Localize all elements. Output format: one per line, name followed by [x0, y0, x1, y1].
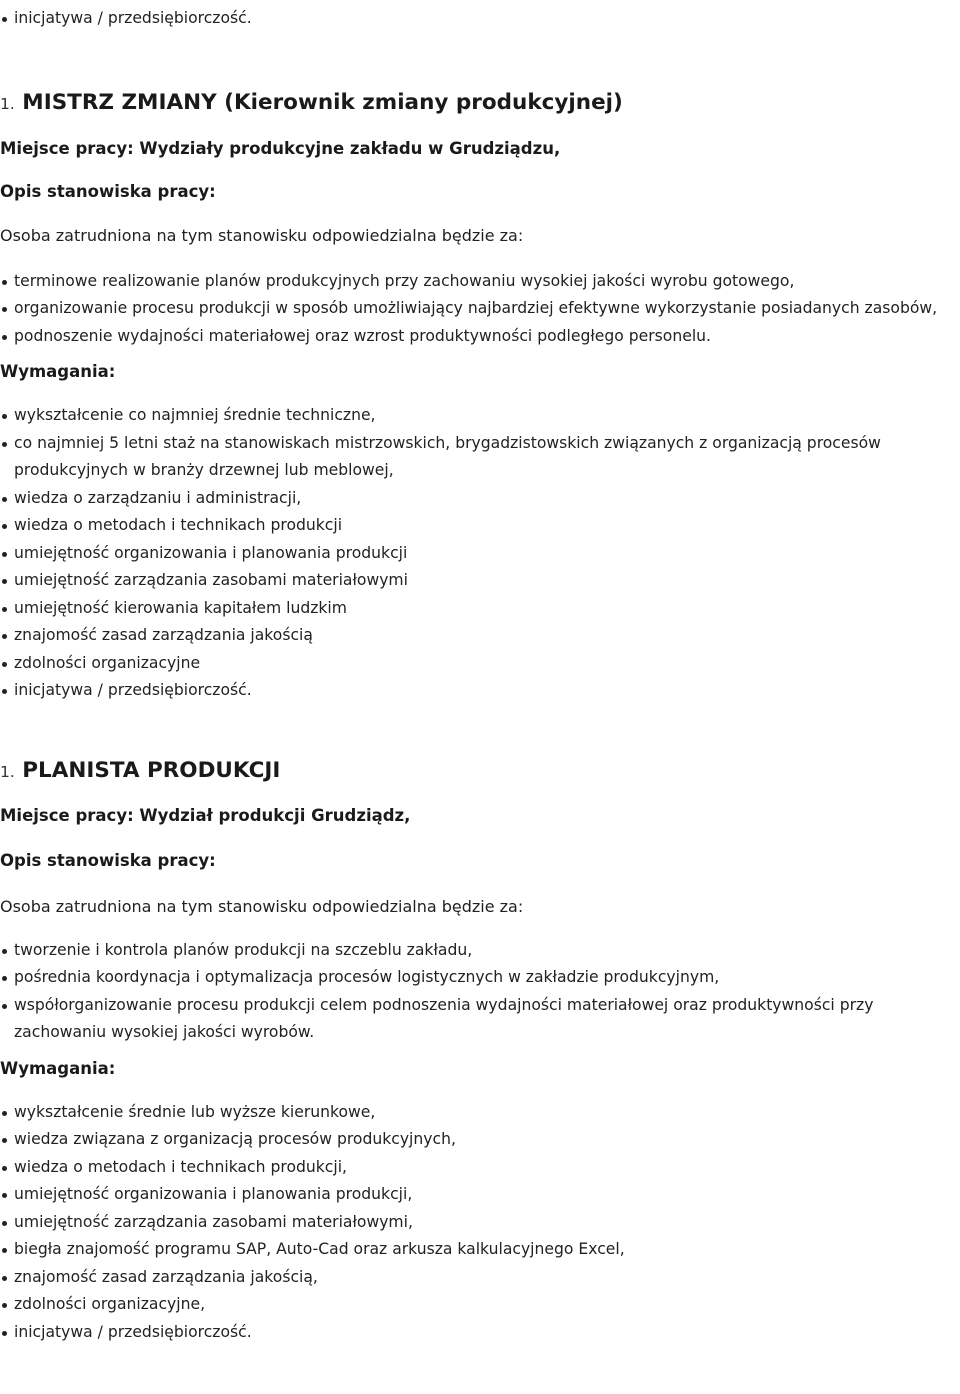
list-item: pośrednia koordynacja i optymalizacja procesów logistycznych w zakładzie produkcyjnym, [0, 964, 960, 992]
list-item: inicjatywa / przedsiębiorczość. [0, 5, 960, 33]
list-item: organizowanie procesu produkcji w sposób umożliwiający najbardziej efektywne wykorzystanie posiadanych zasobów, [0, 295, 960, 323]
list-item: co najmniej 5 letni staż na stanowiskach mistrzowskich, brygadzistowskich związanych z organizacją procesów produkcyjnych w branży drzewnej lub meblowej, [0, 430, 960, 485]
list-item: zdolności organizacyjne, [0, 1291, 960, 1319]
heading-number: 1. [0, 762, 15, 781]
list-item: umiejętność zarządzania zasobami materiałowymi, [0, 1209, 960, 1237]
requirements-list [0, 1099, 960, 1347]
list-item: wiedza związana z organizacją procesów produkcyjnych, [0, 1126, 960, 1154]
intro-text: Osoba zatrudniona na tym stanowisku odpowiedzialna będzie za: [0, 896, 524, 916]
list-item: inicjatywa / przedsiębiorczość. [0, 677, 960, 705]
list-item: terminowe realizowanie planów produkcyjnych przy zachowaniu wysokiej jakości wyrobu gotowego, [0, 268, 960, 296]
list-item: wiedza o metodach i technikach produkcji [0, 512, 960, 540]
workplace-line: Miejsce pracy: Wydziały produkcyjne zakładu w Grudziądzu, [0, 138, 561, 158]
list-item: inicjatywa / przedsiębiorczość. [0, 1319, 960, 1347]
description-heading: Opis stanowiska pracy: [0, 850, 216, 870]
job-title [0, 757, 960, 786]
heading-text: PLANISTA PRODUKCJI [22, 757, 281, 783]
list-item: współorganizowanie procesu produkcji celem podnoszenia wydajności materiałowej oraz produktywności przy zachowaniu wysokiej jakości wyrobów. [0, 992, 960, 1047]
job-section-shift-master [0, 28, 960, 699]
top-list [0, 5, 960, 33]
list-item: umiejętność organizowania i planowania produkcji [0, 540, 960, 568]
list-item: umiejętność zarządzania zasobami materiałowymi [0, 567, 960, 595]
list-item: znajomość zasad zarządzania jakością, [0, 1264, 960, 1292]
duties-list [0, 937, 960, 1047]
list-item: zdolności organizacyjne [0, 650, 960, 678]
list-item: wiedza o zarządzaniu i administracji, [0, 485, 960, 513]
list-item: wiedza o metodach i technikach produkcji, [0, 1154, 960, 1182]
heading-text: MISTRZ ZMIANY (Kierownik zmiany produkcyjnej) [22, 89, 623, 115]
requirements-heading: Wymagania: [0, 1058, 116, 1078]
list-item: umiejętność kierowania kapitałem ludzkim [0, 595, 960, 623]
heading-number: 1. [0, 94, 15, 113]
job-title [0, 89, 960, 118]
list-item: umiejętność organizowania i planowania produkcji, [0, 1181, 960, 1209]
intro-text: Osoba zatrudniona na tym stanowisku odpowiedzialna będzie za: [0, 225, 524, 245]
list-item: wykształcenie średnie lub wyższe kierunkowe, [0, 1099, 960, 1127]
requirements-list [0, 402, 960, 705]
list-item: podnoszenie wydajności materiałowej oraz wzrost produktywności podległego personelu. [0, 323, 960, 351]
duties-list [0, 268, 960, 351]
requirements-heading: Wymagania: [0, 362, 116, 381]
workplace-line: Miejsce pracy: Wydział produkcji Grudziądz, [0, 805, 411, 825]
list-item: tworzenie i kontrola planów produkcji na szczeblu zakładu, [0, 937, 960, 965]
list-item: biegła znajomość programu SAP, Auto-Cad oraz arkusza kalkulacyjnego Excel, [0, 1236, 960, 1264]
list-item: znajomość zasad zarządzania jakością [0, 622, 960, 650]
description-heading: Opis stanowiska pracy: [0, 181, 216, 201]
list-item: wykształcenie co najmniej średnie techniczne, [0, 402, 960, 430]
